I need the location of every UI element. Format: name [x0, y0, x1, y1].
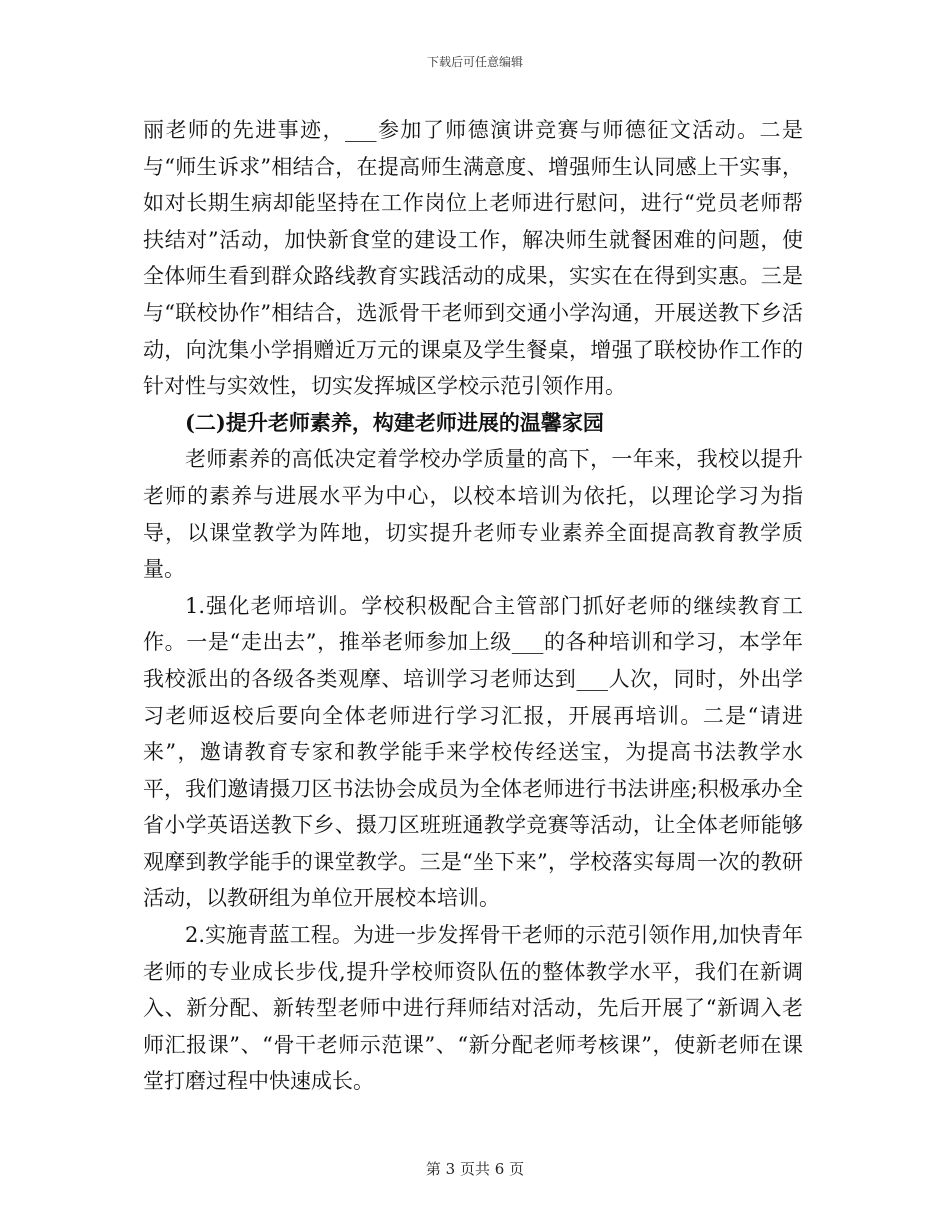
paragraph-qinglan-project: 2.实施青蓝工程。为进一步发挥骨干老师的示范引领作用,加快青年老师的专业成长步伐,提升学校师资队伍的整体教学水平，我们在新调入、新分配、新转型老师中进行拜师结对活动，先后开展了“新调入老师汇报课”、“骨干老师示范课”、“新分配老师考核课”，使新老师在课堂打磨过程中快速成长。	[143, 923, 803, 1094]
paragraph-teacher-training: 1.强化老师培训。学校积极配合主管部门抓好老师的继续教育工作。一是“走出去”，推举老师参加上级___的各种培训和学习，本学年我校派出的各级各类观摩、培训学习老师达到___人次，同时，外出学习老师返校后要向全体老师进行学习汇报，开展再培训。二是“请进来”，邀请教育专家和教学能手来学校传经送宝，为提高书法教学水平，我们邀请摄刀区书法协会成员为全体老师进行书法讲座;积极承办全省小学英语送教下乡、摄刀区班班通教学竞赛等活动，让全体老师能够观摩到教学能手的课堂教学。三是“坐下来”，学校落实每周一次的教研活动，以教研组为单位开展校本培训。	[143, 593, 803, 911]
paragraph-teacher-quality: 老师素养的高低决定着学校办学质量的高下，一年来，我校以提升老师的素养与进展水平为中心，以校本培训为依托，以理论学习为指导，以课堂教学为阵地，切实提升老师专业素养全面提高教育教学质量。	[143, 447, 803, 582]
document-body	[143, 112, 803, 1100]
page-footer: 第 3 页共 6 页	[425, 1160, 525, 1178]
section-heading: (二)提升老师素养，构建老师进展的温馨家园	[185, 409, 604, 435]
page-header: 下载后可任意编辑	[426, 55, 523, 69]
paragraph-continuation: 丽老师的先进事迹，___参加了师德演讲竞赛与师德征文活动。二是与“师生诉求”相结合，在提高师生满意度、增强师生认同感上干实事，如对长期生病却能坚持在工作岗位上老师进行慰问，进行“党员老师帮扶结对”活动，加快新食堂的建设工作，解决师生就餐困难的问题，使全体师生看到群众路线教育实践活动的成果，实实在在得到实惠。三是与“联校协作”相结合，选派骨干老师到交通小学沟通，开展送教下乡活动，向沈集小学捐赠近万元的课桌及学生餐桌，增强了联校协作工作的针对性与实效性，切实发挥城区学校示范引领作用。	[143, 118, 803, 399]
